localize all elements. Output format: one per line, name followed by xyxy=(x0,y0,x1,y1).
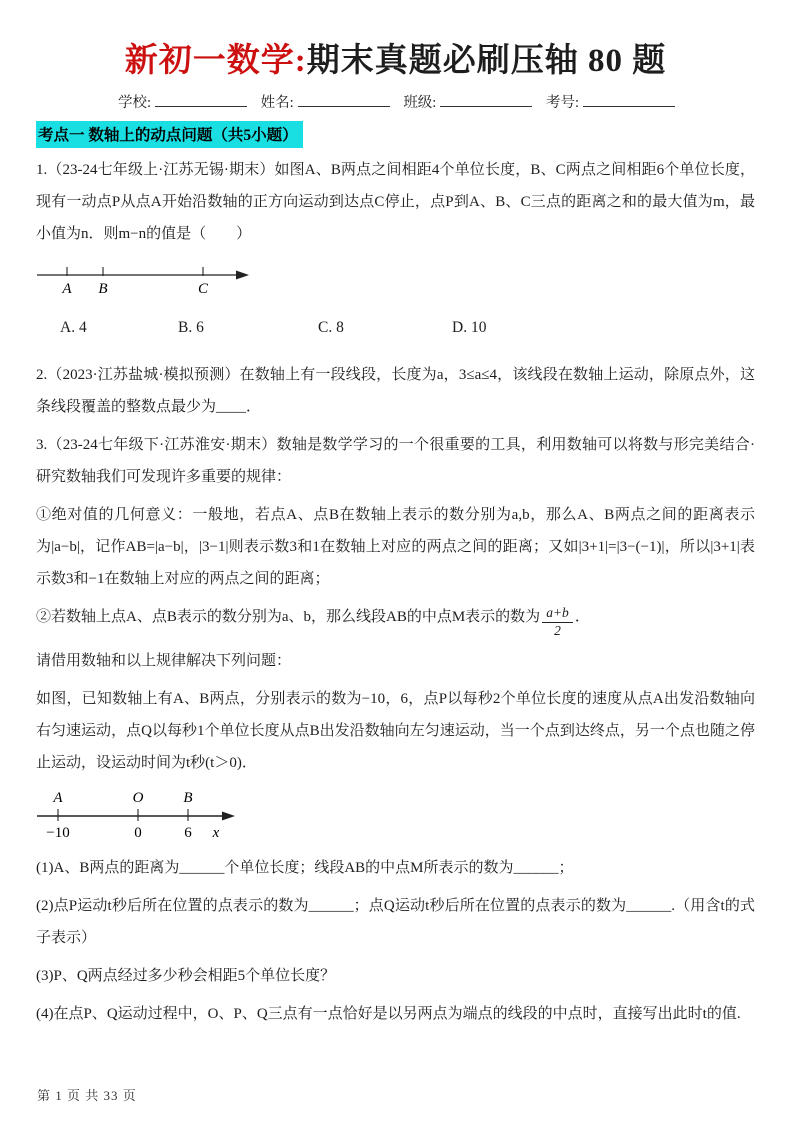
problem-1-text: 1.（23-24七年级上·江苏无锡·期末）如图A、B两点之间相距4个单位长度，B、C两点之间相距6个单位长度，现有一动点P从点A开始沿数轴的正方向运动到达点C停止，点P到A、B、C三点的距离之和的最大值为m，最小值为n．则m−n的值是（ ） xyxy=(36,161,755,242)
problem-3-setup: 如图，已知数轴上有A、B两点，分别表示的数为−10，6，点P以每秒2个单位长度的速度从点A出发沿数轴向右匀速运动，点Q以每秒1个单位长度从点B出发沿数轴向左匀速运动，当一个点到达终点，另一个点也随之停止运动，设运动时间为t秒(t＞0)． xyxy=(36,690,755,771)
option-c: C. 8 xyxy=(318,318,344,336)
tick-value-minus10: −10 xyxy=(46,824,70,841)
student-info-line xyxy=(118,91,755,112)
tick-value-6: 6 xyxy=(184,824,192,841)
page-number-footer: 第 1 页 共 33 页 xyxy=(37,1088,137,1103)
option-d: D. 10 xyxy=(452,318,487,336)
rule2-text-before: ②若数轴上点A、点B表示的数分别为a、b，那么线段AB的中点M表示的数为 xyxy=(36,608,541,625)
problem-3-q3: (3)P、Q两点经过多少秒会相距5个单位长度？ xyxy=(36,967,336,984)
point-label-b: B xyxy=(183,789,193,806)
fraction-numerator: a+b xyxy=(542,606,573,623)
problem-3-rule1: ①绝对值的几何意义：一般地，若点A、点B在数轴上表示的数分别为a,b，那么A、B两点之间的距离表示为|a−b|，记作AB=|a−b|，|3−1|则表示数3和1在数轴上对应的两点之间的距离；又如|3+1|=|3−(−1)|，所以|3+1|表示数3和−1在数轴上对应的两点之间的距离； xyxy=(36,506,755,587)
midpoint-fraction xyxy=(542,606,573,639)
problem-1-options xyxy=(36,319,755,353)
point-label-c: C xyxy=(197,280,209,297)
point-label-b: B xyxy=(98,280,108,297)
tick-value-0: 0 xyxy=(134,824,142,841)
problem-3-q1: (1)A、B两点的距离为______个单位长度；线段AB的中点M所表示的数为______； xyxy=(36,859,574,876)
class-label: 班级: xyxy=(403,94,437,111)
point-label-a: A xyxy=(62,280,72,297)
page-title xyxy=(36,40,755,83)
class-blank xyxy=(440,91,532,107)
problem-3-q2: (2)点P运动t秒后所在位置的点表示的数为______；点Q运动t秒后所在位置的点表示的数为______.（用含t的式子表示） xyxy=(36,897,755,946)
point-label-a: A xyxy=(53,789,63,806)
problem-2-text: 2.（2023·江苏盐城·模拟预测）在数轴上有一段线段，长度为a，3≤a≤4，该线段在数轴上运动，除原点外，这条线段覆盖的整数点最少为____． xyxy=(36,366,755,415)
page-title-black-part: 期末真题必刷压轴 80 题 xyxy=(306,43,667,79)
problem-3-bridge: 请借用数轴和以上规律解决下列问题： xyxy=(36,652,292,669)
problem-1-figure xyxy=(36,260,755,305)
problem-3-figure xyxy=(36,789,755,850)
name-blank xyxy=(298,91,390,107)
fraction-denominator: 2 xyxy=(554,622,561,638)
axis-arrow-icon xyxy=(236,270,249,279)
point-label-o: O xyxy=(132,789,144,806)
section-header-highlight: 考点一 数轴上的动点问题（共5小题） xyxy=(36,121,303,148)
problem-3-q4: (4)在点P、Q运动过程中，O、P、Q三点有一点恰好是以另两点为端点的线段的中点时，直接写出此时t的值. xyxy=(36,1005,741,1022)
option-b: B. 6 xyxy=(178,318,204,336)
exam-number-label: 考号: xyxy=(545,94,579,111)
name-label: 姓名: xyxy=(260,94,294,111)
number-line-aob xyxy=(36,789,276,845)
exam-number-blank xyxy=(583,91,675,107)
page-title-red-part: 新初一数学: xyxy=(124,43,307,79)
option-a: A. 4 xyxy=(60,318,87,336)
number-line-abc xyxy=(36,260,266,300)
school-label: 学校: xyxy=(118,94,152,111)
axis-label-x: x xyxy=(212,824,220,841)
axis-arrow-icon xyxy=(222,811,235,820)
school-blank xyxy=(155,91,247,107)
problem-3-intro: 3.（23-24七年级下·江苏淮安·期末）数轴是数学学习的一个很重要的工具，利用数轴可以将数与形完美结合·研究数轴我们可发现许多重要的规律： xyxy=(36,436,755,485)
rule2-text-after: ． xyxy=(574,608,590,625)
problem-3-rule2 xyxy=(36,601,755,639)
